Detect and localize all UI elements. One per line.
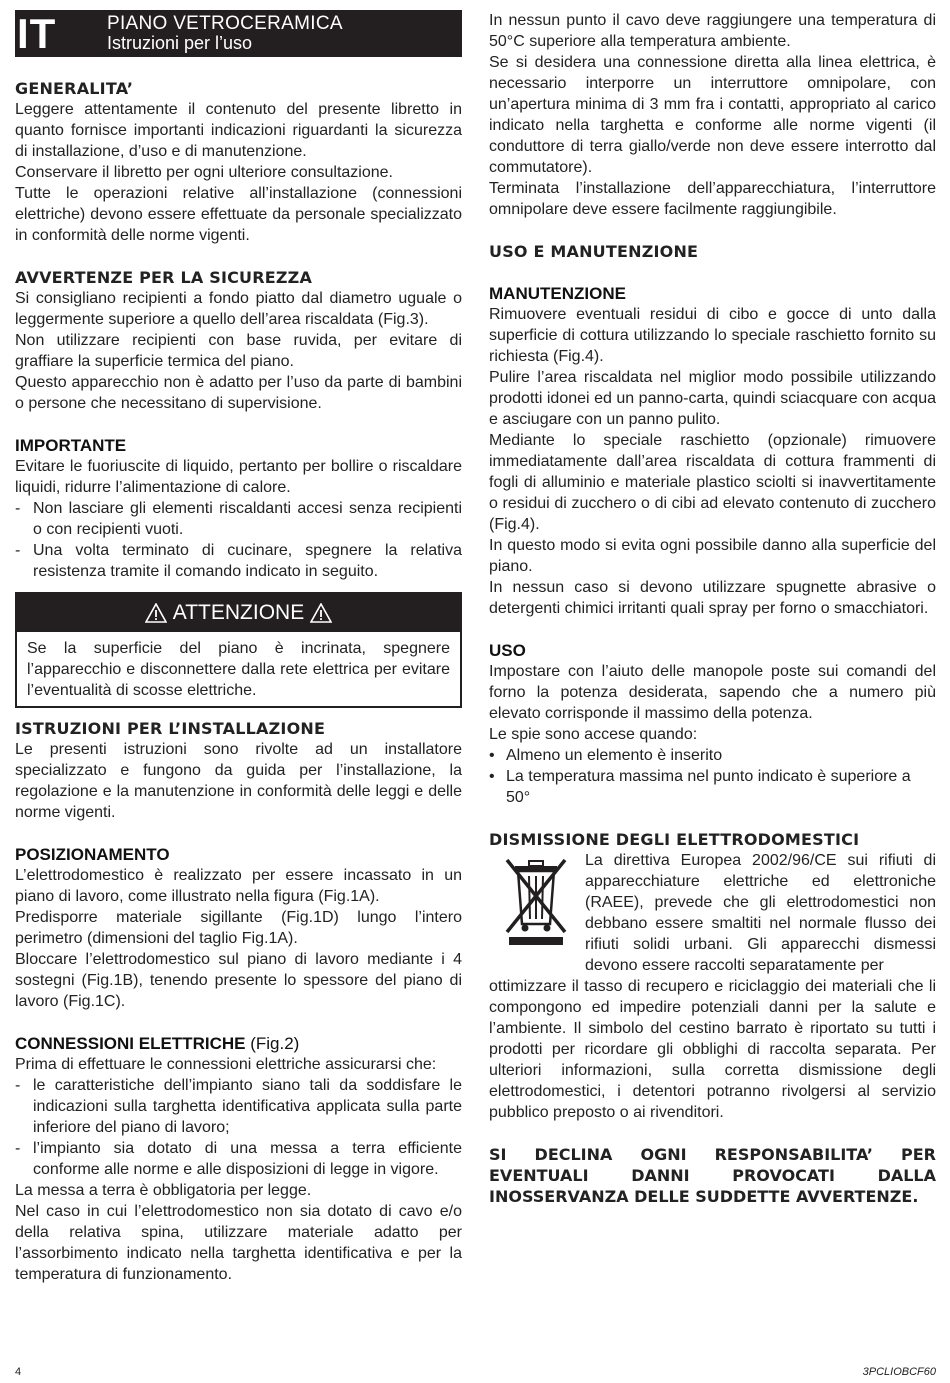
manutenzione-paragraph: Rimuovere eventuali residui di cibo e gocce di unto dalla superficie di cottura utilizzando lo speciale raschietto fornito su richiesta (Fig.4).: [489, 306, 936, 365]
sicurezza-paragraph: Questo apparecchio non è adatto per l’uso da parte di bambini o persone che necessitano di supervisione.: [15, 374, 462, 412]
dismissione-paragraph: La direttiva Europea 2002/96/CE sui rifiuti di apparecchiature elettriche ed elettroniche (RAEE), prevede che gli elettrodomestici non debbano essere smaltiti nel normale flusso dei rifiuti solidi urbani. Gli apparecchi dismessi devono essere raccolti separatamente per: [585, 852, 936, 974]
generalita-paragraph: Leggere attentamente il contenuto del presente libretto in quanto fornisce importanti indicazioni riguardanti la sicurezza di installazione, d’uso e di manutenzione.: [15, 101, 462, 160]
connessioni-intro: Prima di effettuare le connessioni elettriche assicurarsi che:: [15, 1056, 437, 1073]
list-item: - l’impianto sia dotato di una messa a terra efficiente conforme alle norme e alle disposizioni di legge in vigore.: [15, 1140, 462, 1178]
posizionamento-paragraph: Predisporre materiale sigillante (Fig.1D) lungo l’intero perimetro (dimensioni del taglio Fig.1A).: [15, 909, 462, 947]
connessioni-paragraph: La messa a terra è obbligatoria per legge.: [15, 1182, 312, 1199]
connessioni-heading-text: CONNESSIONI ELETTRICHE: [15, 1034, 246, 1053]
uso-heading: USO: [489, 641, 526, 660]
connessioni-paragraph: Nel caso in cui l’elettrodomestico non sia dotato di cavo e/o della relativa spina, utilizzare materiale adatto per l’assorbimento indicato nella targhetta identificativa e per la temperatura di funzionamento.: [15, 1203, 462, 1283]
generalita-paragraph: Conservare il libretto per ogni ulteriore consultazione.: [15, 164, 393, 181]
document-code: 3PCLIOBCF60: [862, 1366, 936, 1378]
left-column: [15, 10, 462, 1285]
installazione-heading: ISTRUZIONI PER L’INSTALLAZIONE: [15, 719, 326, 738]
dismissione-block: [489, 850, 936, 976]
crossed-bin-icon: [489, 852, 583, 947]
connessioni-heading-ref: (Fig.2): [250, 1034, 300, 1053]
right-column: [489, 10, 936, 1207]
bullet-text: Almeno un elemento è inserito: [506, 747, 723, 764]
list-item-text: le caratteristiche dell’impianto siano tali da soddisfare le indicazioni sulla targhetta identificativa applicata sulla parte inferiore del piano di lavoro;: [33, 1077, 462, 1136]
document-subtitle: Istruzioni per l’uso: [107, 33, 253, 53]
list-item-text: Una volta terminato di cucinare, spegnere la relativa resistenza tramite il comando indicato in seguito.: [33, 542, 462, 580]
bullet-item: • Almeno un elemento è inserito: [489, 747, 723, 764]
uso-manutenzione-heading: USO E MANUTENZIONE: [489, 242, 699, 261]
header-titles: [81, 10, 343, 57]
sicurezza-paragraph: Non utilizzare recipienti con base ruvida, per evitare di graffiare la superficie termica del piano.: [15, 332, 462, 370]
list-item: - le caratteristiche dell’impianto siano tali da soddisfare le indicazioni sulla targhetta identificativa applicata sulla parte inferiore del piano di lavoro;: [15, 1077, 462, 1136]
installazione-text: Le presenti istruzioni sono rivolte ad un installatore specializzato e fungono da guida per l’installazione, la regolazione e la manutenzione in conformità delle leggi e delle norme vigenti.: [15, 741, 462, 821]
generalita-heading: GENERALITA’: [15, 79, 134, 98]
sicurezza-paragraph: Si consigliano recipienti a fondo piatto dal diametro uguale o leggermente superiore a quello dell’area riscaldata (Fig.3).: [15, 290, 462, 328]
list-item: - Una volta terminato di cucinare, spegnere la relativa resistenza tramite il comando indicato in seguito.: [15, 542, 462, 580]
connessioni-continued: In nessun punto il cavo deve raggiungere una temperatura di 50°C superiore alla temperatura ambiente.: [489, 12, 936, 50]
uso-paragraph: Le spie sono accese quando:: [489, 726, 698, 743]
importante-heading: IMPORTANTE: [15, 436, 127, 455]
attenzione-label: ATTENZIONE: [172, 601, 305, 624]
dismissione-paragraph-continued: ottimizzare il tasso di recupero e riciclaggio dei materiali che li compongono ed impedire potenziali danni per la salute e l’ambiente. Il simbolo del cestino barrato è riportato su tutti i prodotti per ricordare gli obblighi di raccolta separata. Per ulteriori informazioni, sulla corretta dismissione degli elettrodomestici, i detentori potranno rivolgersi al servizio pubblico preposto o ai rivenditori.: [489, 978, 936, 1121]
bullet-item: • La temperatura massima nel punto indicato è superiore a 50°: [489, 766, 936, 808]
document-title: PIANO VETROCERAMICA: [107, 13, 343, 34]
manutenzione-paragraph: Pulire l’area riscaldata nel miglior modo possibile utilizzando prodotti idonei ed un panno-carta, quindi sciacquare con acqua e asciugare con un panno pulito.: [489, 369, 936, 428]
attenzione-box: [15, 592, 462, 708]
posizionamento-paragraph: Bloccare l’elettrodomestico sul piano di lavoro mediante i 4 sostegni (Fig.1B), tenendo presente lo spessore del piano di lavoro (Fig.1C).: [15, 951, 462, 1010]
manutenzione-paragraph: In nessun caso si devono utilizzare spugnette abrasive o detergenti chimici irritanti quali spray per forno o smacchiatori.: [489, 579, 936, 617]
disclaimer-block: [489, 1144, 936, 1207]
importante-intro: Evitare le fuoriuscite di liquido, pertanto per bollire o riscaldare liquidi, ridurre l’alimentazione di calore.: [15, 458, 462, 496]
dismissione-text-side: [585, 850, 936, 976]
warning-icon: [310, 603, 332, 623]
disclaimer-text: SI DECLINA OGNI RESPONSABILITA’ PER EVENTUALI DANNI PROVOCATI DALLA INOSSERVANZA DELLE SUDDETTE AVVERTENZE.: [489, 1145, 936, 1206]
connessioni-continued: Se si desidera una connessione diretta alla linea elettrica, è necessario interporre un interruttore omnipolare, con un’apertura minima di 3 mm fra i contatti, appropriato al carico indicato nella targhetta e conforme alle norme vigenti (il conduttore di terra giallo/verde non deve essere interrotto dal commutatore).: [489, 54, 936, 176]
manutenzione-heading: MANUTENZIONE: [489, 284, 626, 303]
attenzione-text: Se la superficie del piano è incrinata, spegnere l’apparecchio e disconnettere dalla rete elettrica per evitare l’eventualità di scosse elettriche.: [27, 640, 450, 699]
list-item-text: l’impianto sia dotato di una messa a terra efficiente conforme alle norme e alle disposizioni di legge in vigore.: [33, 1140, 462, 1178]
bullet-text: La temperatura massima nel punto indicato è superiore a 50°: [506, 768, 911, 806]
connessioni-continued: Terminata l’installazione dell’apparecchiatura, l’interruttore omnipolare deve essere facilmente raggiungibile.: [489, 180, 936, 218]
sicurezza-heading: AVVERTENZE PER LA SICUREZZA: [15, 268, 313, 287]
uso-paragraph: Impostare con l’aiuto delle manopole poste sui comandi del forno la potenza desiderata, sapendo che a numero più elevato corrisponde il massimo della potenza.: [489, 663, 936, 722]
attenzione-header: [17, 594, 460, 632]
manutenzione-paragraph: In questo modo si evita ogni possibile danno alla superficie del piano.: [489, 537, 936, 575]
attenzione-body: [17, 632, 460, 706]
header-bar: [15, 10, 462, 57]
warning-icon: [145, 603, 167, 623]
posizionamento-heading: POSIZIONAMENTO: [15, 845, 170, 864]
page-number: 4: [15, 1366, 22, 1378]
dismissione-heading: DISMISSIONE DEGLI ELETTRODOMESTICI: [489, 830, 860, 849]
manutenzione-paragraph: Mediante lo speciale raschietto (opzionale) rimuovere immediatamente dall’area riscaldata di cottura frammenti di fogli di alluminio e materiale plastico sciolti si inavvertitamente o residui di zucchero o di cibi ad elevato contenuto di zucchero (Fig.4).: [489, 432, 936, 533]
connessioni-heading: [15, 1033, 462, 1054]
language-code: IT: [17, 10, 57, 57]
list-item: - Non lasciare gli elementi riscaldanti accesi senza recipienti o con recipienti vuoti.: [15, 500, 462, 538]
generalita-paragraph: Tutte le operazioni relative all’installazione (connessioni elettriche) devono essere effettuate da personale specializzato in conformità delle norme vigenti.: [15, 185, 462, 244]
list-item-text: Non lasciare gli elementi riscaldanti accesi senza recipienti o con recipienti vuoti.: [33, 500, 462, 538]
posizionamento-paragraph: L’elettrodomestico è realizzato per essere incassato in un piano di lavoro, come illustrato nella figura (Fig.1A).: [15, 867, 462, 905]
